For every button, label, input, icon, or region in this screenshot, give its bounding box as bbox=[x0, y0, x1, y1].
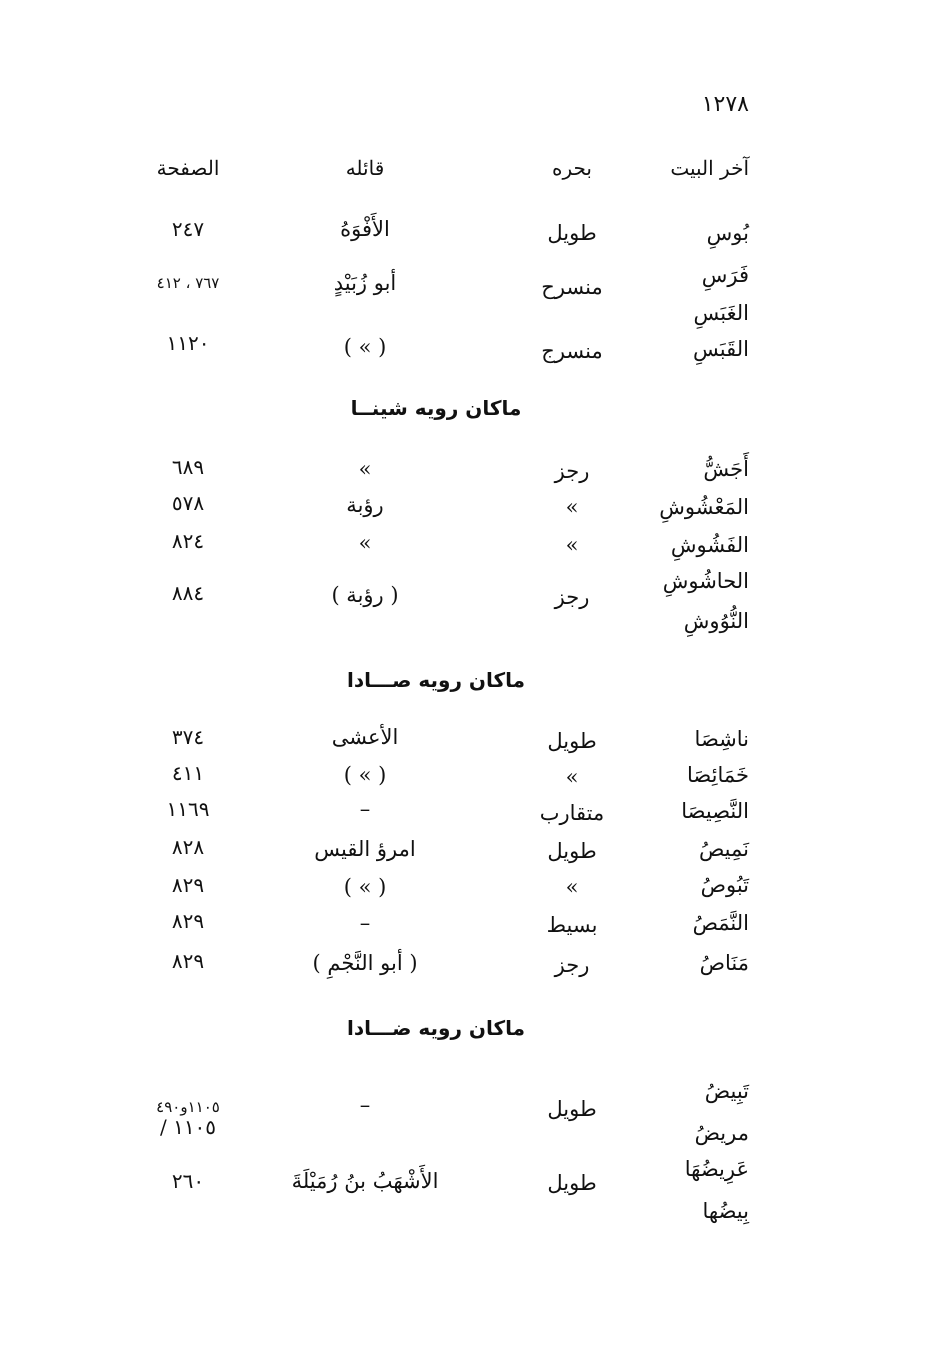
meter: طويل bbox=[547, 839, 597, 863]
rhyme-end: القَبَسِ bbox=[693, 337, 749, 361]
page-number: ١٢٧٨ bbox=[701, 92, 749, 117]
meter: طويل bbox=[547, 729, 597, 753]
header-poet: قائله bbox=[345, 156, 385, 180]
page-ref: ٨٨٤ bbox=[171, 581, 205, 605]
page-ref: ١١٠٥ / bbox=[159, 1115, 217, 1139]
poet: رؤبة bbox=[346, 493, 384, 517]
meter: منسرج bbox=[541, 339, 603, 363]
page-ref: ٢٦٠ bbox=[171, 1169, 205, 1193]
rhyme-end: نَمِيصُ bbox=[698, 837, 749, 861]
meter: منسرح bbox=[541, 275, 603, 299]
rhyme-end: النَّصِيصَا bbox=[681, 799, 749, 823]
meter: رجز bbox=[554, 953, 590, 977]
rhyme-end: بِيضُها bbox=[702, 1199, 749, 1223]
poet: ( » ) bbox=[343, 875, 387, 899]
poet: الأعشى bbox=[331, 725, 399, 749]
meter: طويل bbox=[547, 221, 597, 245]
rhyme-end: بُوسِ bbox=[706, 221, 749, 245]
header-page: الصفحة bbox=[156, 156, 220, 180]
page-ref: ١١٠٥و٤٩٠ bbox=[156, 1098, 220, 1116]
rhyme-end: ناشِصَا bbox=[694, 727, 749, 751]
rhyme-end: المَعْشُوشِ bbox=[659, 495, 749, 519]
poet: » bbox=[358, 457, 372, 481]
meter: بسيط bbox=[546, 913, 598, 937]
header-meter: بحره bbox=[552, 156, 592, 180]
page-ref: ٦٨٩ bbox=[171, 455, 205, 479]
meter: طويل bbox=[547, 1171, 597, 1195]
page-ref: ٢٤٧ bbox=[171, 217, 205, 241]
section-title: ماكان رويه صـــادا bbox=[346, 668, 526, 692]
header-rhyme-end: آخر البيت bbox=[670, 156, 749, 180]
meter: » bbox=[565, 533, 579, 557]
poet: ( » ) bbox=[343, 763, 387, 787]
rhyme-end: تَبُوصُ bbox=[700, 873, 749, 897]
rhyme-end: فَرَسِ bbox=[701, 263, 749, 287]
meter: » bbox=[565, 875, 579, 899]
section-title: ماكان رويه ضـــادا bbox=[346, 1016, 526, 1040]
meter: متقارب bbox=[539, 801, 605, 825]
rhyme-end: تَبِيضُ bbox=[704, 1079, 749, 1103]
rhyme-end: الحاشُوشِ bbox=[662, 569, 749, 593]
rhyme-end: الغَبَسِ bbox=[693, 301, 749, 325]
meter: رجز bbox=[554, 459, 590, 483]
page-ref: ٥٧٨ bbox=[171, 491, 205, 515]
section-title: ماكان رويه شينــا bbox=[350, 396, 522, 420]
poet: – bbox=[359, 911, 371, 935]
poet: ( رؤبة ) bbox=[331, 583, 399, 607]
meter: » bbox=[565, 495, 579, 519]
poet: – bbox=[359, 1093, 371, 1117]
page-ref: ٨٢٤ bbox=[171, 529, 205, 553]
page-ref: ٧٦٧ ، ٤١٢ bbox=[156, 274, 220, 292]
poet: امرؤ القيس bbox=[314, 837, 416, 861]
page-ref: ٣٧٤ bbox=[171, 725, 205, 749]
page-ref: ٤١١ bbox=[171, 761, 205, 785]
page-ref: ١١٢٠ bbox=[166, 331, 210, 355]
page-ref: ٨٢٩ bbox=[171, 909, 205, 933]
rhyme-end: خَمَائِصَا bbox=[687, 763, 749, 787]
poet: ( » ) bbox=[343, 335, 387, 359]
poet: أبو زُبَيْدٍ bbox=[333, 271, 397, 295]
meter: رجز bbox=[554, 585, 590, 609]
poet: الأَشْهَبُ بنُ رُمَيْلَةَ bbox=[291, 1169, 439, 1193]
poet: – bbox=[359, 797, 371, 821]
meter: طويل bbox=[547, 1097, 597, 1121]
rhyme-end: مريضُ bbox=[694, 1121, 749, 1145]
rhyme-end: عَرِيضُهَا bbox=[684, 1157, 749, 1181]
rhyme-end: النَّمَصُ bbox=[692, 911, 749, 935]
rhyme-end: النُّوُوشِ bbox=[683, 609, 749, 633]
poet: » bbox=[358, 531, 372, 555]
poet: ( أبو النَّجْمِ ) bbox=[312, 951, 418, 975]
page-ref: ٨٢٩ bbox=[171, 873, 205, 897]
poet: الأَفْوَهُ bbox=[340, 217, 390, 241]
rhyme-end: الفَشُوشِ bbox=[670, 533, 749, 557]
meter: » bbox=[565, 765, 579, 789]
rhyme-end: مَنَاصُ bbox=[699, 951, 749, 975]
page-ref: ٨٢٩ bbox=[171, 949, 205, 973]
page-ref: ١١٦٩ bbox=[166, 797, 210, 821]
page-ref: ٨٢٨ bbox=[171, 835, 205, 859]
rhyme-end: أَجَشُّ bbox=[703, 457, 749, 481]
